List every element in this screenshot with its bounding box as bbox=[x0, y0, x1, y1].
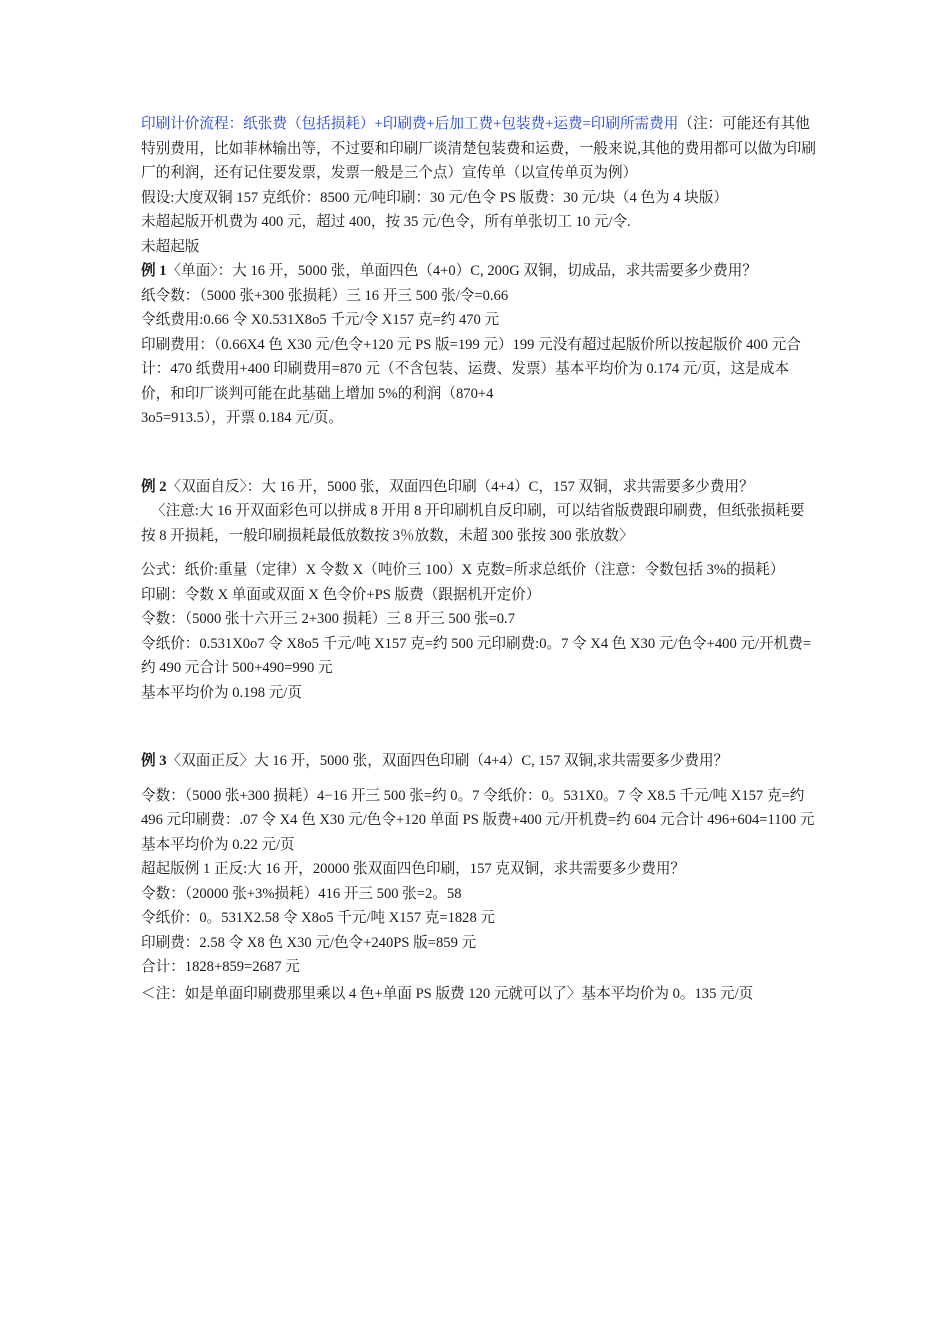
example2-label: 例 2 bbox=[141, 478, 167, 495]
example3-calc: 令数：（5000 张+300 损耗）4−16 开三 500 张=约 0。7 令纸价：0。531X0。7 令 X8.5 千元/吨 X157 克=约 496 元印刷费：.07 令 X4 色 X30 元/色令+120 单面 PS 版费+400 元/开机费=约 604 元合计 496+604=1100 元基本平均价为 0.22 元/页 bbox=[141, 787, 815, 853]
example1-print-cost-end: 3o5=913.5），开票 0.184 元/页。 bbox=[141, 410, 344, 426]
assumption-line-1: 假设:大度双铜 157 克纸价：8500 元/吨印刷：30 元/色令 PS 版费：30 元/块（4 色为 4 块版） bbox=[141, 189, 729, 206]
example1-paper-cost: 令纸费用:0.66 令 X0.531X8o5 千元/令 X157 克=约 470 元 bbox=[141, 312, 500, 328]
intro-paragraph bbox=[141, 112, 816, 186]
example2-printing: 印刷：令数 X 单面或双面 X 色令价+PS 版费（跟据机开定价） bbox=[141, 586, 541, 603]
example1-title-text: 〈单面〉：大 16 开，5000 张，单面四色（4+0）C, 200G 双铜，切成品，求共需要多少费用？ bbox=[166, 263, 757, 279]
over-example-note: ＜注：如是单面印刷费那里乘以 4 色+单面 PS 版费 120 元就可以了〉基本平均价为 0。135 元/页 bbox=[141, 985, 754, 1002]
example2-formula: 公式：纸价:重量（定律）X 令数 X（吨价三 100）X 克数=所求总纸价（注意：令数包括 3%的损耗） bbox=[141, 562, 785, 578]
pricing-flow-note: （注：可能还有其他特别费用，比如菲林输出等，不过要和印刷厂谈清楚包装费和运费，一般来说,其他的费用都可以做为印刷厂的利润，还有记住要发票，发票一般是三个点）宣传单（以宣传单页为例） bbox=[141, 116, 816, 181]
example1-print-cost: 印刷费用：（0.66X4 色 X30 元/色令+120 元 PS 版=199 元）199 元没有超过起版价所以按起版价 400 元合计：470 纸费用+400 印刷费用=870 元（不含包装、运费、发票）基本平均价为 0.174 元/页，这是成本价，和印厂谈判可能在此基础上增加 5%的利润（870+4 bbox=[141, 336, 801, 402]
over-example-title: 超起版例 1 正反:大 16 开，20000 张双面四色印刷，157 克双铜，求共需要多少费用？ bbox=[141, 861, 686, 877]
example1-label: 例 1 bbox=[141, 263, 167, 279]
example2-title-text: 〈双面自反〉：大 16 开，5000 张，双面四色印刷（4+4）C，157 双铜，求共需要多少费用？ bbox=[166, 478, 754, 495]
example1-title bbox=[141, 259, 816, 284]
example2-note: 〈注意:大 16 开双面彩色可以拼成 8 开用 8 开印刷机自反印刷，可以结省版费跟印刷费，但纸张损耗要按 8 开损耗，一般印刷损耗最低放数按 3％放数，未超 300 张按 300 张放数〉 bbox=[141, 503, 805, 544]
over-example-print: 印刷费：2.58 令 X8 色 X30 元/色令+240PS 版=859 元 bbox=[141, 934, 477, 951]
example2-average: 基本平均价为 0.198 元/页 bbox=[141, 684, 302, 701]
over-example-paper: 令纸价：0。531X2.58 令 X8o5 千元/吨 X157 克=1828 元 bbox=[141, 910, 496, 926]
example3-title bbox=[141, 749, 816, 774]
example1-ream-count: 纸令数：（5000 张+300 张损耗）三 16 开三 500 张/令=0.66 bbox=[141, 287, 509, 304]
pricing-flow-formula: 印刷计价流程：纸张费（包括损耗）+印刷费+后加工费+包装费+运费=印刷所需费用 bbox=[141, 116, 679, 132]
example2-ream-count: 令数：（5000 张十六开三 2+300 损耗）三 8 开三 500 张=0.7 bbox=[141, 611, 516, 627]
over-example-total: 合计：1828+859=2687 元 bbox=[141, 959, 300, 975]
document-page bbox=[141, 112, 816, 1006]
example3-label: 例 3 bbox=[141, 753, 167, 769]
not-exceeding-heading: 未超起版 bbox=[141, 238, 200, 255]
over-example-ream: 令数：（20000 张+3%损耗）416 开三 500 张=2。58 bbox=[141, 885, 462, 902]
assumption-line-2: 未超起版开机费为 400 元，超过 400，按 35 元/色令，所有单张切工 10 元/令. bbox=[141, 214, 631, 230]
example2-title bbox=[141, 475, 816, 500]
example3-title-text: 〈双面正反〉大 16 开，5000 张，双面四色印刷（4+4）C, 157 双铜,求共需要多少费用？ bbox=[166, 753, 729, 769]
example2-paper-price: 令纸价：0.531X0o7 令 X8o5 千元/吨 X157 克=约 500 元印刷费:0。7 令 X4 色 X30 元/色令+400 元/开机费=约 490 元合计 500+490=990 元 bbox=[141, 635, 812, 676]
